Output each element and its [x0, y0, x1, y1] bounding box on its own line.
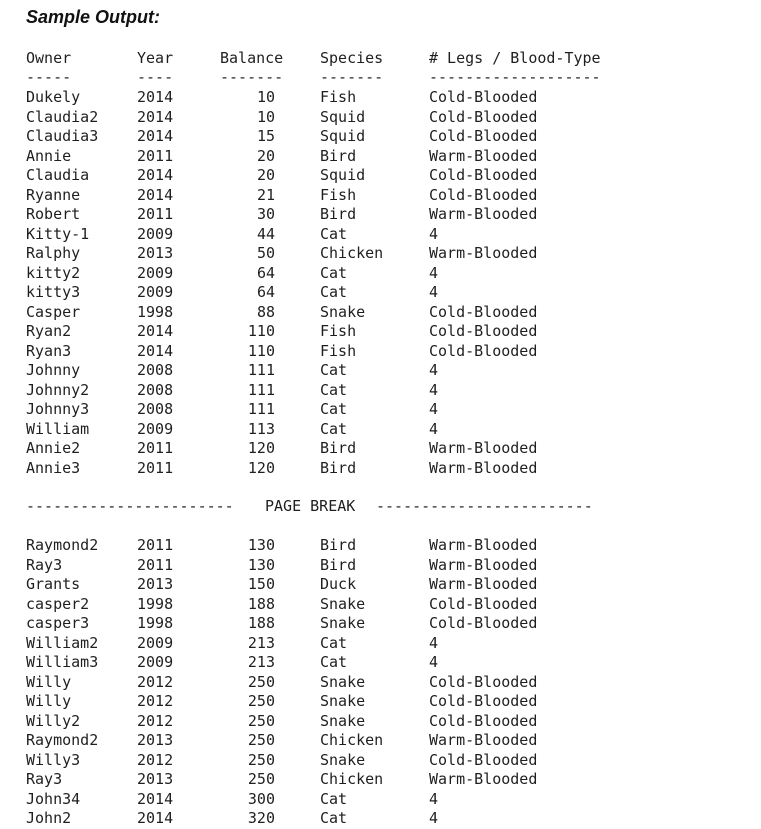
cell-species: Fish	[320, 341, 357, 360]
cell-balance: 111	[247, 400, 275, 418]
cell-balance: 250	[247, 672, 275, 691]
cell-balance: 110	[247, 341, 275, 360]
cell-balance: 188	[247, 594, 275, 613]
cell-year: 2009	[137, 419, 174, 438]
table-row	[0, 770, 761, 790]
cell-species: Duck	[320, 575, 357, 593]
cell-year: 2014	[137, 322, 174, 340]
cell-legs-blood-type: Cold-Blooded	[429, 107, 538, 126]
cell-legs-blood-type: Cold-Blooded	[429, 614, 538, 632]
cell-species: Chicken	[320, 770, 384, 788]
cell-owner: Annie	[26, 146, 72, 165]
cell-legs-blood-type: Cold-Blooded	[429, 166, 538, 184]
cell-balance: 250	[247, 731, 275, 749]
cell-legs-blood-type: 4	[429, 809, 439, 827]
table-row	[0, 244, 761, 264]
cell-year: 2012	[137, 711, 174, 730]
cell-year: 2012	[137, 692, 174, 710]
cell-owner: Ryan2	[26, 322, 72, 340]
table-row	[0, 556, 761, 576]
cell-legs-blood-type: 4	[429, 400, 439, 418]
cell-year: 1998	[137, 614, 174, 632]
table-row	[0, 127, 761, 147]
header-legs: # Legs / Blood-Type	[429, 49, 601, 67]
cell-legs-blood-type: Cold-Blooded	[429, 711, 538, 730]
cell-species: Cat	[320, 263, 348, 282]
cell-year: 2009	[137, 283, 174, 301]
cell-legs-blood-type: Warm-Blooded	[429, 146, 538, 165]
cell-legs-blood-type: 4	[429, 419, 439, 438]
cell-year: 2013	[137, 731, 174, 749]
cell-species: Snake	[320, 614, 366, 632]
cell-legs-blood-type: Cold-Blooded	[429, 302, 538, 321]
cell-balance: 30	[256, 205, 275, 223]
cell-owner: Dukely	[26, 88, 81, 106]
cell-year: 2011	[137, 555, 174, 574]
cell-owner: Annie3	[26, 458, 81, 477]
cell-species: Cat	[320, 809, 348, 827]
cell-owner: Willy	[26, 672, 72, 691]
cell-legs-blood-type: 4	[429, 283, 439, 301]
cell-legs-blood-type: Warm-Blooded	[429, 244, 538, 262]
cell-owner: Willy	[26, 692, 72, 710]
cell-balance: 250	[247, 692, 275, 710]
cell-balance: 213	[247, 653, 275, 671]
cell-species: Cat	[320, 400, 348, 418]
table-row	[0, 634, 761, 654]
cell-year: 2009	[137, 224, 174, 243]
cell-legs-blood-type: Cold-Blooded	[429, 594, 538, 613]
page-break-label: PAGE BREAK	[265, 497, 356, 515]
cell-year: 2011	[137, 205, 174, 223]
cell-owner: Ralphy	[26, 244, 81, 262]
cell-legs-blood-type: 4	[429, 263, 439, 282]
table-row	[0, 439, 761, 459]
cell-species: Bird	[320, 205, 357, 223]
cell-owner: John34	[26, 789, 81, 808]
cell-legs-blood-type: 4	[429, 361, 439, 379]
table-row	[0, 166, 761, 186]
cell-species: Bird	[320, 146, 357, 165]
table-row	[0, 381, 761, 401]
cell-legs-blood-type: Cold-Blooded	[429, 322, 538, 340]
header-underline-row	[0, 68, 761, 88]
cell-owner: Claudia3	[26, 127, 99, 145]
cell-balance: 111	[247, 380, 275, 399]
cell-legs-blood-type: Cold-Blooded	[429, 88, 538, 106]
cell-legs-blood-type: Cold-Blooded	[429, 185, 538, 204]
table-row	[0, 400, 761, 420]
cell-year: 2009	[137, 653, 174, 671]
cell-owner: Willy3	[26, 750, 81, 769]
cell-owner: Annie2	[26, 439, 81, 457]
cell-balance: 10	[256, 107, 275, 126]
header-balance: Balance	[220, 49, 284, 67]
cell-owner: kitty3	[26, 283, 81, 301]
cell-year: 2014	[137, 185, 174, 204]
cell-balance: 300	[247, 789, 275, 808]
table-row	[0, 809, 761, 829]
cell-owner: casper3	[26, 614, 90, 632]
cell-species: Bird	[320, 555, 357, 574]
page-break-line	[0, 497, 761, 517]
cell-balance: 130	[247, 536, 275, 554]
cell-species: Cat	[320, 789, 348, 808]
cell-species: Fish	[320, 88, 357, 106]
cell-balance: 88	[256, 302, 275, 321]
cell-year: 2013	[137, 770, 174, 788]
header-species: Species	[320, 49, 384, 67]
cell-species: Fish	[320, 322, 357, 340]
header-year: Year	[137, 49, 174, 67]
cell-species: Cat	[320, 361, 348, 379]
page-break-dashes-right: ------------------------	[376, 497, 593, 515]
cell-owner: Raymond2	[26, 731, 99, 749]
cell-owner: Kitty-1	[26, 224, 90, 243]
cell-owner: Willy2	[26, 711, 81, 730]
cell-balance: 120	[247, 439, 275, 457]
cell-species: Fish	[320, 185, 357, 204]
underline-year: ----	[137, 68, 174, 86]
cell-legs-blood-type: Cold-Blooded	[429, 672, 538, 691]
cell-year: 2011	[137, 536, 174, 554]
cell-species: Bird	[320, 536, 357, 554]
table-row	[0, 459, 761, 479]
table-row	[0, 322, 761, 342]
table-row	[0, 712, 761, 732]
cell-year: 2014	[137, 809, 174, 827]
sample-output-title: Sample Output:	[26, 7, 160, 27]
cell-balance: 111	[247, 361, 275, 379]
cell-legs-blood-type: Warm-Blooded	[429, 731, 538, 749]
cell-owner: Claudia2	[26, 107, 99, 126]
cell-year: 2014	[137, 127, 174, 145]
cell-owner: Johnny2	[26, 380, 90, 399]
table-row	[0, 303, 761, 323]
cell-legs-blood-type: 4	[429, 653, 439, 671]
cell-owner: Raymond2	[26, 536, 99, 554]
cell-year: 2012	[137, 672, 174, 691]
cell-owner: Robert	[26, 205, 81, 223]
cell-legs-blood-type: Warm-Blooded	[429, 205, 538, 223]
cell-owner: William3	[26, 653, 99, 671]
cell-year: 2009	[137, 633, 174, 652]
table-row	[0, 536, 761, 556]
table-row	[0, 88, 761, 108]
cell-species: Cat	[320, 380, 348, 399]
underline-legs: -------------------	[429, 68, 601, 86]
cell-species: Cat	[320, 653, 348, 671]
table-row	[0, 614, 761, 634]
cell-species: Chicken	[320, 731, 384, 749]
cell-year: 2012	[137, 750, 174, 769]
cell-year: 2009	[137, 263, 174, 282]
cell-balance: 64	[256, 263, 275, 282]
cell-year: 2013	[137, 244, 174, 262]
underline-species: -------	[320, 68, 384, 86]
cell-legs-blood-type: 4	[429, 380, 439, 399]
cell-owner: casper2	[26, 594, 90, 613]
cell-species: Snake	[320, 594, 366, 613]
table-row	[0, 108, 761, 128]
cell-balance: 110	[247, 322, 275, 340]
cell-year: 1998	[137, 302, 174, 321]
cell-owner: William2	[26, 633, 99, 652]
cell-legs-blood-type: 4	[429, 789, 439, 808]
cell-species: Snake	[320, 711, 366, 730]
cell-year: 2014	[137, 789, 174, 808]
cell-species: Cat	[320, 283, 348, 301]
cell-species: Snake	[320, 750, 366, 769]
cell-balance: 150	[247, 575, 275, 593]
cell-species: Squid	[320, 166, 366, 184]
cell-legs-blood-type: Warm-Blooded	[429, 575, 538, 593]
table-row	[0, 186, 761, 206]
cell-year: 2011	[137, 439, 174, 457]
cell-owner: Ray3	[26, 555, 63, 574]
table-row	[0, 595, 761, 615]
cell-balance: 15	[256, 127, 275, 145]
cell-balance: 10	[256, 88, 275, 106]
page-break-dashes-left: -----------------------	[26, 497, 234, 515]
cell-year: 2008	[137, 361, 174, 379]
table-row	[0, 361, 761, 381]
cell-balance: 120	[247, 458, 275, 477]
underline-owner: -----	[26, 68, 72, 86]
cell-year: 2014	[137, 166, 174, 184]
cell-legs-blood-type: 4	[429, 224, 439, 243]
table-row	[0, 264, 761, 284]
cell-year: 2013	[137, 575, 174, 593]
cell-year: 2008	[137, 380, 174, 399]
cell-legs-blood-type: 4	[429, 633, 439, 652]
cell-balance: 64	[256, 283, 275, 301]
cell-legs-blood-type: Cold-Blooded	[429, 341, 538, 360]
cell-legs-blood-type: Warm-Blooded	[429, 770, 538, 788]
table-row	[0, 751, 761, 771]
cell-owner: Claudia	[26, 166, 90, 184]
cell-year: 2014	[137, 341, 174, 360]
cell-species: Bird	[320, 458, 357, 477]
underline-balance: -------	[220, 68, 284, 86]
cell-legs-blood-type: Warm-Blooded	[429, 555, 538, 574]
cell-balance: 50	[256, 244, 275, 262]
cell-owner: Johnny	[26, 361, 81, 379]
table-header-row	[0, 49, 761, 69]
cell-year: 1998	[137, 594, 174, 613]
table-row	[0, 575, 761, 595]
header-owner: Owner	[26, 49, 72, 67]
cell-balance: 44	[256, 224, 275, 243]
cell-owner: Ryan3	[26, 341, 72, 360]
cell-owner: Ray3	[26, 770, 63, 788]
cell-legs-blood-type: Cold-Blooded	[429, 127, 538, 145]
table-row	[0, 147, 761, 167]
cell-year: 2011	[137, 146, 174, 165]
cell-year: 2008	[137, 400, 174, 418]
cell-owner: Casper	[26, 302, 81, 321]
cell-balance: 113	[247, 419, 275, 438]
cell-legs-blood-type: Warm-Blooded	[429, 439, 538, 457]
table-row	[0, 225, 761, 245]
cell-balance: 20	[256, 146, 275, 165]
cell-year: 2014	[137, 88, 174, 106]
cell-balance: 130	[247, 555, 275, 574]
cell-balance: 250	[247, 750, 275, 769]
cell-year: 2011	[137, 458, 174, 477]
cell-balance: 320	[247, 809, 275, 827]
cell-legs-blood-type: Warm-Blooded	[429, 536, 538, 554]
cell-species: Snake	[320, 692, 366, 710]
cell-balance: 213	[247, 633, 275, 652]
table-row	[0, 342, 761, 362]
cell-species: Squid	[320, 127, 366, 145]
table-row	[0, 731, 761, 751]
cell-species: Snake	[320, 672, 366, 691]
cell-balance: 21	[256, 185, 275, 204]
cell-species: Squid	[320, 107, 366, 126]
cell-species: Bird	[320, 439, 357, 457]
cell-balance: 250	[247, 711, 275, 730]
table-row	[0, 653, 761, 673]
table-row	[0, 673, 761, 693]
cell-legs-blood-type: Cold-Blooded	[429, 750, 538, 769]
cell-balance: 250	[247, 770, 275, 788]
cell-legs-blood-type: Cold-Blooded	[429, 692, 538, 710]
table-row	[0, 420, 761, 440]
cell-species: Snake	[320, 302, 366, 321]
cell-owner: Johnny3	[26, 400, 90, 418]
cell-legs-blood-type: Warm-Blooded	[429, 458, 538, 477]
cell-owner: kitty2	[26, 263, 81, 282]
cell-owner: John2	[26, 809, 72, 827]
table-row	[0, 283, 761, 303]
cell-balance: 20	[256, 166, 275, 184]
cell-balance: 188	[247, 614, 275, 632]
cell-owner: Ryanne	[26, 185, 81, 204]
table-row	[0, 692, 761, 712]
table-row	[0, 205, 761, 225]
cell-owner: Grants	[26, 575, 81, 593]
cell-owner: William	[26, 419, 90, 438]
cell-species: Chicken	[320, 244, 384, 262]
cell-species: Cat	[320, 224, 348, 243]
table-row	[0, 790, 761, 810]
cell-species: Cat	[320, 419, 348, 438]
cell-year: 2014	[137, 107, 174, 126]
cell-species: Cat	[320, 633, 348, 652]
